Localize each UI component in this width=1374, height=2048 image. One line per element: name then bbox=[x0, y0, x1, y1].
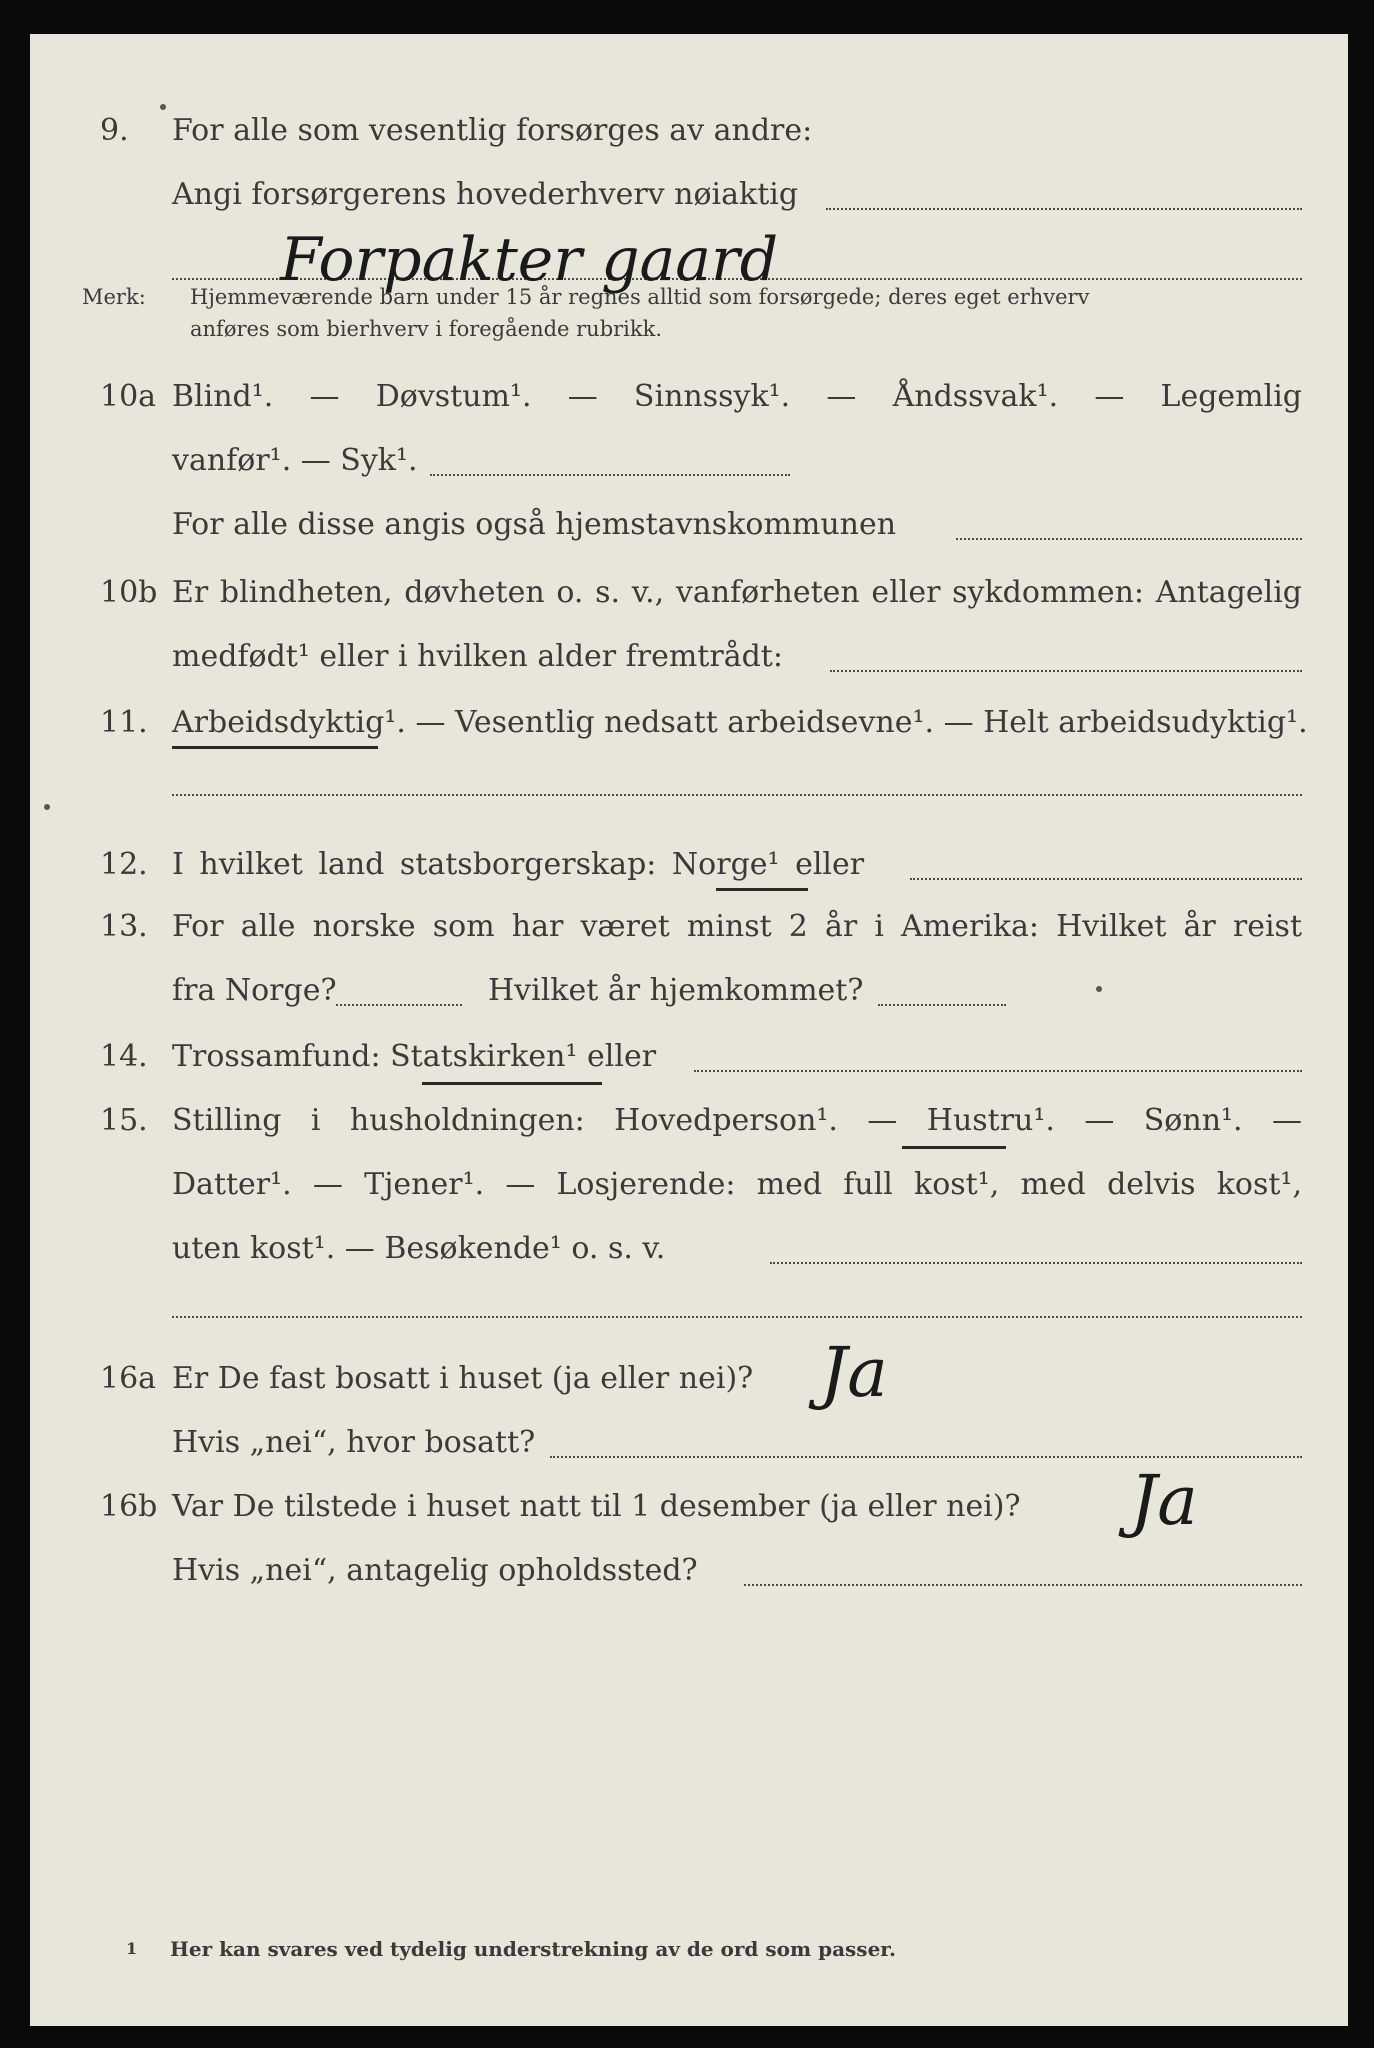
question-10a-subtext: vanfør¹. — Syk¹. bbox=[172, 443, 418, 478]
question-13-returned: Hvilket år hjemkommet? bbox=[488, 973, 864, 1008]
question-13-text: For alle norske som har været minst 2 år i Amerika: Hvilket år reist bbox=[172, 909, 1302, 944]
answer-line bbox=[172, 1316, 1302, 1318]
answer-line bbox=[878, 1004, 1006, 1006]
question-10b-subtext: medfødt¹ eller i hvilken alder fremtrådt: bbox=[172, 639, 783, 674]
handwritten-answer-16b: Ja bbox=[1130, 1462, 1198, 1541]
question-9-number: 9. bbox=[100, 113, 129, 148]
question-15-text-2: Datter¹. — Tjener¹. — Losjerende: med full kost¹, med delvis kost¹, bbox=[172, 1167, 1302, 1202]
question-12-number: 12. bbox=[100, 847, 148, 882]
question-10a-row2 bbox=[30, 434, 1348, 488]
question-13-departed: fra Norge? bbox=[172, 973, 337, 1008]
answer-line bbox=[956, 538, 1302, 540]
question-9-subtext: Angi forsørgerens hovederhverv nøiaktig bbox=[172, 177, 799, 212]
answer-line bbox=[336, 1004, 462, 1006]
question-16b-row1 bbox=[30, 1462, 1348, 1541]
question-10b-number: 10b bbox=[100, 575, 158, 610]
answer-line bbox=[744, 1584, 1302, 1586]
note-line-1: Hjemmeværende barn under 15 år regnes alltid som forsørgede; deres eget erhverv bbox=[190, 285, 1090, 309]
question-11-text: Arbeidsdyktig¹. — Vesentlig nedsatt arbeidsevne¹. — Helt arbeidsudyktig¹. bbox=[172, 705, 1308, 740]
underline-arbeidsdyktig bbox=[172, 746, 378, 749]
handwritten-answer-9: Forpakter gaard bbox=[280, 225, 779, 295]
question-16b-row2 bbox=[30, 1544, 1348, 1598]
answer-line bbox=[830, 670, 1302, 672]
question-14-number: 14. bbox=[100, 1039, 148, 1074]
footnote bbox=[30, 1934, 1348, 1970]
question-11-number: 11. bbox=[100, 705, 148, 740]
question-14-row bbox=[30, 1030, 1348, 1084]
question-13-number: 13. bbox=[100, 909, 148, 944]
question-15-row3 bbox=[30, 1222, 1348, 1276]
question-10b-row1 bbox=[30, 566, 1348, 620]
question-9-text: For alle som vesentlig forsørges av andre: bbox=[172, 113, 813, 148]
question-11-row bbox=[30, 696, 1348, 750]
question-16a-row1 bbox=[30, 1334, 1348, 1413]
note-line-2: anføres som bierhverv i foregående rubrikk. bbox=[190, 317, 663, 341]
question-16b-number: 16b bbox=[100, 1489, 158, 1524]
question-10a-home-municipality: For alle disse angis også hjemstavnskommunen bbox=[172, 507, 897, 542]
census-form-page bbox=[30, 34, 1348, 2026]
note-label: Merk: bbox=[82, 285, 146, 309]
answer-line bbox=[550, 1456, 1302, 1458]
question-10b-text: Er blindheten, døvheten o. s. v., vanførheten eller sykdommen: Antagelig bbox=[172, 575, 1302, 610]
question-16a-number: 16a bbox=[100, 1361, 157, 1396]
question-10a-number: 10a bbox=[100, 379, 157, 414]
question-9-row1 bbox=[30, 104, 1348, 158]
question-12-row bbox=[30, 838, 1348, 892]
question-9-row2 bbox=[30, 168, 1348, 222]
answer-line bbox=[430, 474, 790, 476]
question-14-text: Trossamfund: Statskirken¹ eller bbox=[172, 1039, 657, 1074]
handwritten-answer-16a: Ja bbox=[820, 1334, 888, 1413]
paper-speck bbox=[160, 104, 166, 110]
question-16b-text: Var De tilstede i huset natt til 1 desember (ja eller nei)? bbox=[172, 1489, 1021, 1524]
question-10a-row3 bbox=[30, 498, 1348, 552]
underline-statskirken bbox=[422, 1082, 602, 1085]
question-10a-row1 bbox=[30, 370, 1348, 424]
question-15-text: Stilling i husholdningen: Hovedperson¹. — Hustru¹. — Sønn¹. — bbox=[172, 1103, 1302, 1138]
answer-line bbox=[172, 794, 1302, 796]
question-13-row2 bbox=[30, 964, 1348, 1018]
question-16b-subtext: Hvis „nei“, antagelig opholdssted? bbox=[172, 1553, 698, 1588]
underline-hustru bbox=[902, 1146, 1006, 1149]
question-10a-text: Blind¹. — Døvstum¹. — Sinnssyk¹. — Åndssvak¹. — Legemlig bbox=[172, 379, 1302, 414]
question-15-row2 bbox=[30, 1158, 1348, 1212]
question-12-text: I hvilket land statsborgerskap: Norge¹ eller bbox=[172, 847, 865, 882]
question-15-answer-row bbox=[30, 1286, 1348, 1340]
footnote-mark: 1 bbox=[126, 1939, 138, 1958]
answer-line bbox=[826, 208, 1302, 210]
question-15-number: 15. bbox=[100, 1103, 148, 1138]
question-13-row1 bbox=[30, 900, 1348, 954]
answer-line bbox=[910, 878, 1302, 880]
answer-line bbox=[770, 1262, 1302, 1264]
footnote-text: Her kan svares ved tydelig understrekning av de ord som passer. bbox=[170, 1937, 896, 1961]
question-16a-subtext: Hvis „nei“, hvor bosatt? bbox=[172, 1425, 536, 1460]
note-block bbox=[30, 282, 1348, 352]
paper-speck bbox=[1096, 986, 1102, 992]
question-15-row1 bbox=[30, 1094, 1348, 1148]
question-16a-text: Er De fast bosatt i huset (ja eller nei)? bbox=[172, 1361, 754, 1396]
answer-line bbox=[694, 1070, 1302, 1072]
paper-speck bbox=[44, 804, 50, 810]
underline-norge bbox=[716, 888, 808, 891]
question-15-text-3: uten kost¹. — Besøkende¹ o. s. v. bbox=[172, 1231, 666, 1266]
question-10b-row2 bbox=[30, 630, 1348, 684]
question-11-answer-row bbox=[30, 764, 1348, 818]
